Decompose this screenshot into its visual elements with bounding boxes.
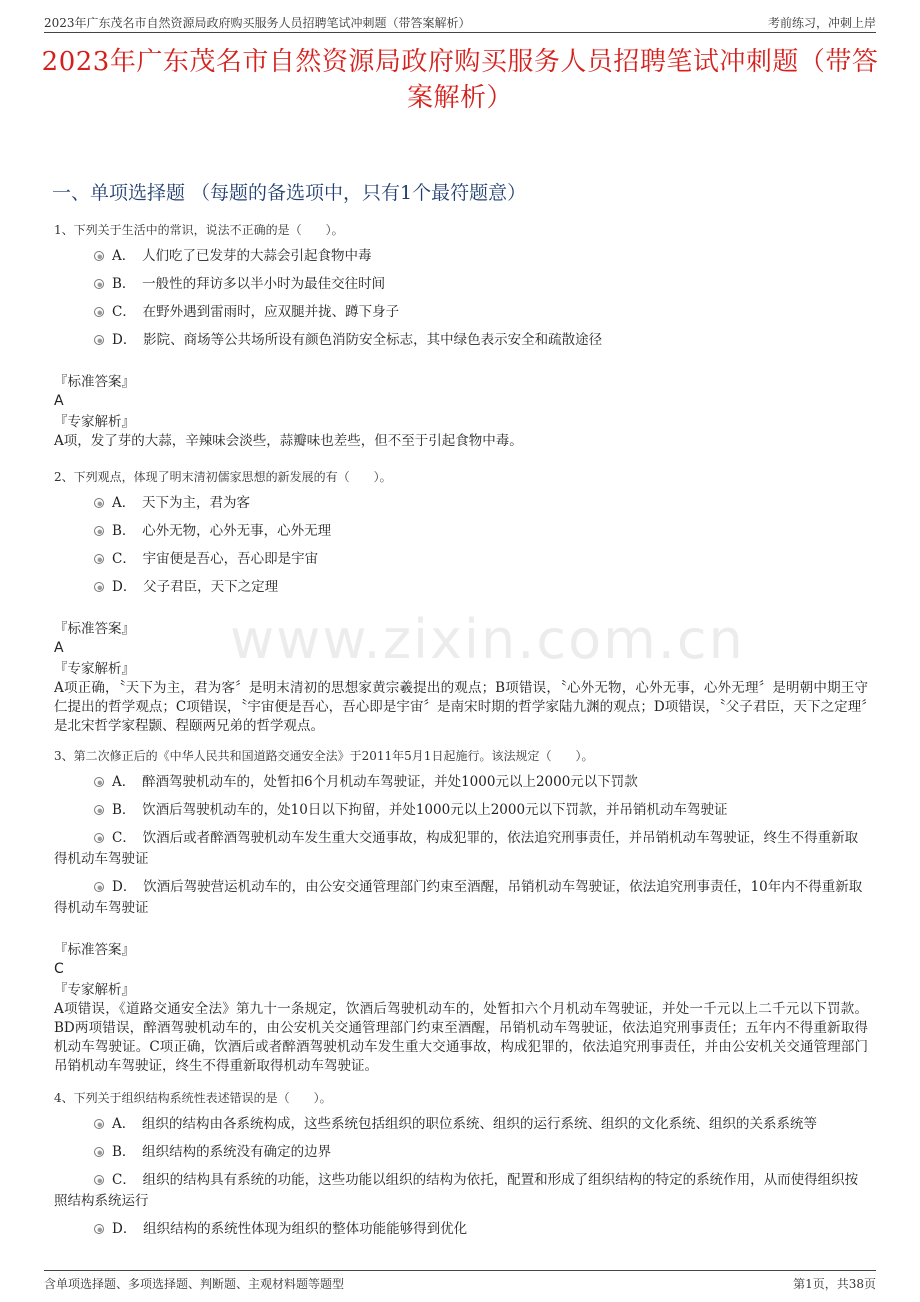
radio-icon[interactable] <box>94 251 104 261</box>
header-slogan: 考前练习，冲刺上岸 <box>767 16 876 30</box>
question-stem: 1、下列关于生活中的常识，说法不正确的是（ ）。 <box>54 223 344 237</box>
analysis-label: 『专家解析』 <box>54 982 135 998</box>
answer-value: A <box>54 640 64 656</box>
analysis-text: A项错误，《道路交通安全法》第九十一条规定，饮酒后驾驶机动车的，处暂扣六个月机动车驾驶证，并处一千元以上二千元以下罚款。BD两项错误，醉酒驾驶机动车的，由公安机关交通管理部门约束至酒醒，吊销机动车驾驶证，依法追究刑事责任；五年内不得重新取得机动车驾驶证。C项正确，饮酒后或者醉酒驾驶机动车发生重大交通事故，构成犯罪的，依法追究刑事责任，并由公安机关交通管理部门吊销机动车驾驶证，终生不得重新取得机动车驾驶证。 <box>54 1001 868 1074</box>
question-list <box>54 220 868 1247</box>
radio-icon[interactable] <box>94 833 104 843</box>
radio-icon[interactable] <box>94 805 104 815</box>
option-d[interactable]: D． 影院、商场等公共场所设有颜色消防安全标志，其中绿色表示安全和疏散途径 <box>54 330 868 351</box>
option-c[interactable]: C． 在野外遇到雷雨时，应双腿并拢、蹲下身子 <box>54 302 868 323</box>
option-b[interactable]: B． 组织结构的系统没有确定的边界 <box>54 1142 868 1163</box>
option-c[interactable]: C． 饮酒后或者醉酒驾驶机动车发生重大交通事故，构成犯罪的，依法追究刑事责任，并吊销机动车驾驶证，终生不得重新取得机动车驾驶证 <box>54 830 859 867</box>
watermark: www.zixin.com.cn <box>230 608 745 671</box>
question-4 <box>54 1088 868 1240</box>
option-c[interactable]: C． 组织的结构具有系统的功能，这些功能以组织的结构为依托，配置和形成了组织结构的特定的系统作用，从而使得组织按照结构系统运行 <box>54 1172 859 1209</box>
radio-icon[interactable] <box>94 1175 104 1185</box>
radio-icon[interactable] <box>94 554 104 564</box>
option-a[interactable]: A． 天下为主，君为客 <box>54 493 868 514</box>
option-a[interactable]: A． 组织的结构由各系统构成，这些系统包括组织的职位系统、组织的运行系统、组织的文化系统、组织的关系系统等 <box>54 1114 868 1135</box>
answer-label: 『标准答案』 <box>54 942 135 958</box>
page-number: 第1页，共38页 <box>793 1277 876 1291</box>
option-c[interactable]: C． 宇宙便是吾心，吾心即是宇宙 <box>54 549 868 570</box>
radio-icon[interactable] <box>94 1224 104 1234</box>
option-b[interactable]: B． 一般性的拜访多以半小时为最佳交往时间 <box>54 274 868 295</box>
radio-icon[interactable] <box>94 777 104 787</box>
question-1 <box>54 220 868 451</box>
radio-icon[interactable] <box>94 279 104 289</box>
answer-label: 『标准答案』 <box>54 621 135 637</box>
question-stem: 3、第二次修正后的《中华人民共和国道路交通安全法》于2011年5月1日起施行。该法规定（ ）。 <box>54 749 594 763</box>
radio-icon[interactable] <box>94 582 104 592</box>
question-3 <box>54 746 868 1076</box>
radio-icon[interactable] <box>94 882 104 892</box>
radio-icon[interactable] <box>94 526 104 536</box>
option-d[interactable]: D． 组织结构的系统性体现为组织的整体功能能够得到优化 <box>54 1219 868 1240</box>
page-footer <box>44 1270 876 1293</box>
radio-icon[interactable] <box>94 335 104 345</box>
option-a[interactable]: A． 人们吃了已发芽的大蒜会引起食物中毒 <box>54 246 868 267</box>
option-d[interactable]: D． 饮酒后驾驶营运机动车的，由公安交通管理部门约束至酒醒，吊销机动车驾驶证，依法追究刑事责任，10年内不得重新取得机动车驾驶证 <box>54 879 863 916</box>
analysis-text: A项正确，〝天下为主，君为客〞是明末清初的思想家黄宗羲提出的观点；B项错误，〝心外无物，心外无事，心外无理〞是明朝中期王守仁提出的哲学观点；C项错误，〝宇宙便是吾心，吾心即是宇宙〞是南宋时期的哲学家陆九渊的观点；D项错误，〝父子君臣，天下之定理〞是北宋哲学家程颢、程颐两兄弟的哲学观点。 <box>54 680 868 734</box>
radio-icon[interactable] <box>94 1147 104 1157</box>
option-a[interactable]: A． 醉酒驾驶机动车的，处暂扣6个月机动车驾驶证，并处1000元以上2000元以下罚款 <box>54 772 868 793</box>
page-title: 2023年广东茂名市自然资源局政府购买服务人员招聘笔试冲刺题（带答案解析） <box>41 47 879 113</box>
answer-label: 『标准答案』 <box>54 374 135 390</box>
radio-icon[interactable] <box>94 498 104 508</box>
answer-value: A <box>54 393 64 409</box>
question-stem: 2、下列观点，体现了明末清初儒家思想的新发展的有（ ）。 <box>54 470 392 484</box>
section-title: 一、单项选择题 （每题的备选项中，只有1个最符题意） <box>52 182 527 204</box>
question-2 <box>54 467 868 736</box>
question-stem: 4、下列关于组织结构系统性表述错误的是（ ）。 <box>54 1091 332 1105</box>
page-header <box>44 10 876 33</box>
option-d[interactable]: D． 父子君臣，天下之定理 <box>54 577 868 598</box>
analysis-label: 『专家解析』 <box>54 661 135 677</box>
analysis-text: A项，发了芽的大蒜，辛辣味会淡些，蒜瓣味也差些，但不至于引起食物中毒。 <box>54 433 523 449</box>
header-doc-title: 2023年广东茂名市自然资源局政府购买服务人员招聘笔试冲刺题（带答案解析） <box>44 16 471 30</box>
option-b[interactable]: B． 饮酒后驾驶机动车的，处10日以下拘留，并处1000元以上2000元以下罚款，并吊销机动车驾驶证 <box>54 800 868 821</box>
analysis-label: 『专家解析』 <box>54 414 135 430</box>
footer-note: 含单项选择题、多项选择题、判断题、主观材料题等题型 <box>44 1277 345 1291</box>
answer-value: C <box>54 961 64 977</box>
radio-icon[interactable] <box>94 1119 104 1129</box>
radio-icon[interactable] <box>94 307 104 317</box>
option-b[interactable]: B． 心外无物，心外无事，心外无理 <box>54 521 868 542</box>
